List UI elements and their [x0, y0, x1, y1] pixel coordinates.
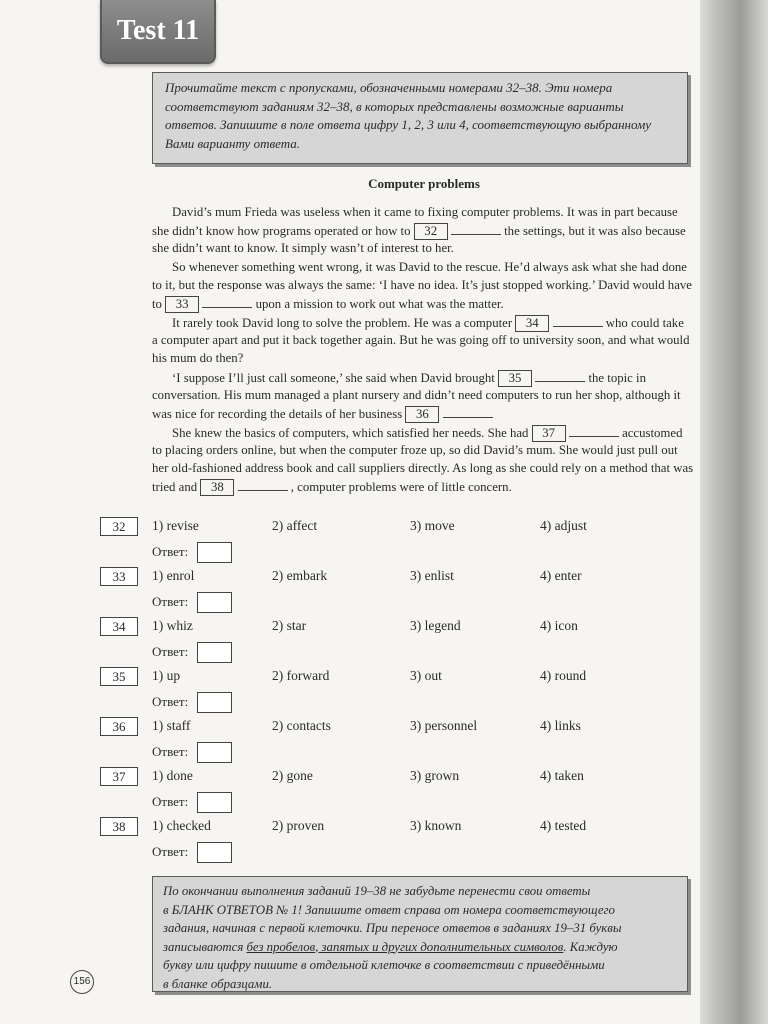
option-4[interactable]: 4) icon [540, 618, 578, 633]
text-segment: It rarely took David long to solve the problem. He was a computer [172, 316, 513, 330]
answer-label: Ответ: [152, 544, 189, 559]
text-line [152, 370, 691, 388]
option-1[interactable]: 1) whiz [152, 618, 193, 633]
reminder-box [152, 876, 688, 992]
text-line: to it, but the response was always the same: ‘I have no idea. It’s just stopped working.’ David would have [152, 278, 692, 292]
option-2[interactable]: 2) contacts [272, 718, 331, 733]
text-segment: was nice for recording the details of her business [152, 407, 403, 421]
text-line [152, 223, 691, 241]
text-segment: the settings, but it was also because [504, 224, 686, 238]
book-spine-shadow [700, 0, 768, 1024]
text-line [152, 425, 691, 443]
blank-line [443, 407, 493, 418]
answer-label: Ответ: [152, 594, 189, 609]
option-1[interactable]: 1) up [152, 668, 181, 683]
test-label: Test 11 [100, 0, 216, 64]
reminder-text [163, 882, 679, 993]
text-line: conversation. His mum managed a plant nursery and didn’t need computers to run her shop, although it [152, 388, 681, 402]
option-4[interactable]: 4) round [540, 668, 587, 683]
option-4[interactable]: 4) taken [540, 768, 584, 783]
blank-line [569, 426, 619, 437]
blank-line [553, 316, 603, 327]
text-segment: . Каждую [563, 939, 618, 954]
question-number: 33 [100, 567, 138, 586]
text-line: So whenever something went wrong, it was David to the rescue. He’d always ask what she had done [172, 260, 687, 274]
text-segment: , computer problems were of little concern. [290, 480, 512, 494]
text-line: she didn’t want to know. It simply wasn’t of interest to her. [152, 241, 454, 255]
blank-line [202, 297, 252, 308]
article-title: Computer problems [368, 176, 480, 191]
text-line [152, 406, 691, 424]
underlined-text: без пробелов, запятых и других дополнительных символов [246, 939, 564, 954]
option-3[interactable]: 3) move [410, 518, 455, 533]
question-number: 34 [100, 617, 138, 636]
option-2[interactable]: 2) forward [272, 668, 330, 683]
instructions-box [152, 72, 688, 164]
option-4[interactable]: 4) tested [540, 818, 587, 833]
text-segment: the topic in [588, 371, 647, 385]
option-2[interactable]: 2) gone [272, 768, 313, 783]
answer-input-37[interactable] [197, 792, 232, 813]
text-segment: to [152, 297, 162, 311]
answer-label: Ответ: [152, 844, 189, 859]
option-1[interactable]: 1) done [152, 768, 193, 783]
question-number: 35 [100, 667, 138, 686]
question-number: 32 [100, 517, 138, 536]
blank-line [451, 224, 501, 235]
option-1[interactable]: 1) staff [152, 718, 191, 733]
reminder-line: в БЛАНК ОТВЕТОВ № 1! Запишите ответ справа от номера соответствующего [163, 902, 615, 917]
option-2[interactable]: 2) affect [272, 518, 318, 533]
question-number: 36 [100, 717, 138, 736]
text-segment: who could take [605, 316, 684, 330]
text-line: to placing orders online, but when the computer froze up, so did David’s mum. She would just pull out [152, 443, 678, 457]
text-segment: upon a mission to work out what was the matter. [255, 297, 504, 311]
answer-input-38[interactable] [197, 842, 232, 863]
gap-32: 32 [414, 223, 448, 240]
reminder-line: в бланке образцами. [163, 976, 273, 991]
gap-35: 35 [498, 370, 532, 387]
text-segment: ‘I suppose I’ll just call someone,’ she said when David brought [172, 371, 495, 385]
answer-label: Ответ: [152, 794, 189, 809]
option-1[interactable]: 1) enrol [152, 568, 195, 583]
option-1[interactable]: 1) revise [152, 518, 199, 533]
answer-label: Ответ: [152, 694, 189, 709]
text-segment: tried and [152, 480, 198, 494]
option-3[interactable]: 3) grown [410, 768, 460, 783]
reminder-line: задания, начиная с первой клеточки. При переносе ответов в заданиях 19–31 буквы [163, 921, 622, 935]
answer-input-34[interactable] [197, 642, 232, 663]
option-2[interactable]: 2) embark [272, 568, 328, 583]
text-line [152, 479, 691, 497]
text-line: a computer apart and put it back together again. But he was going off to university soon, and what would [152, 333, 690, 347]
answer-label: Ответ: [152, 644, 189, 659]
reminder-line: По окончании выполнения заданий 19–38 не забудьте перенести свои ответы [163, 884, 591, 898]
gap-36: 36 [405, 406, 439, 423]
option-3[interactable]: 3) out [410, 668, 442, 683]
option-4[interactable]: 4) enter [540, 568, 582, 583]
blank-line [238, 480, 288, 491]
option-3[interactable]: 3) personnel [410, 718, 478, 733]
text-line: David’s mum Frieda was useless when it came to fixing computer problems. It was in part because [172, 205, 678, 219]
option-3[interactable]: 3) enlist [410, 568, 454, 583]
gap-37: 37 [532, 425, 566, 442]
option-4[interactable]: 4) adjust [540, 518, 587, 533]
answer-input-35[interactable] [197, 692, 232, 713]
text-line [152, 315, 691, 333]
option-2[interactable]: 2) proven [272, 818, 325, 833]
option-3[interactable]: 3) legend [410, 618, 461, 633]
gap-38: 38 [200, 479, 234, 496]
reminder-line [163, 938, 679, 957]
answer-input-32[interactable] [197, 542, 232, 563]
question-number: 38 [100, 817, 138, 836]
text-segment: accustomed [622, 426, 683, 440]
reminder-line: букву или цифру пишите в отдельной клеточке в соответствии с приведёнными [163, 958, 605, 972]
instructions-text: Прочитайте текст с пропусками, обозначенными номерами 32–38. Эти номера соответствуют заданиям 32–38, в которых представлены возможные варианты ответов. Запишите в поле ответа цифру 1, 2, 3 или 4, соответствующую выбранному Вами варианту ответа. [165, 80, 652, 151]
option-1[interactable]: 1) checked [152, 818, 211, 833]
text-line: his mum do then? [152, 351, 244, 365]
text-segment: She knew the basics of computers, which satisfied her needs. She had [172, 426, 529, 440]
text-segment: записываются [163, 939, 244, 954]
option-4[interactable]: 4) links [540, 718, 581, 733]
text-segment: she didn’t know how programs operated or how to [152, 224, 411, 238]
option-2[interactable]: 2) star [272, 618, 307, 633]
page-number: 156 [70, 970, 94, 994]
gap-33: 33 [165, 296, 199, 313]
question-number: 37 [100, 767, 138, 786]
gap-34: 34 [515, 315, 549, 332]
answer-input-36[interactable] [197, 742, 232, 763]
blank-line [535, 371, 585, 382]
text-line [152, 296, 691, 314]
option-3[interactable]: 3) known [410, 818, 462, 833]
answer-input-33[interactable] [197, 592, 232, 613]
text-line: her old-fashioned address book and call suppliers directly. As long as she could rely on a method that was [152, 461, 694, 475]
answer-label: Ответ: [152, 744, 189, 759]
